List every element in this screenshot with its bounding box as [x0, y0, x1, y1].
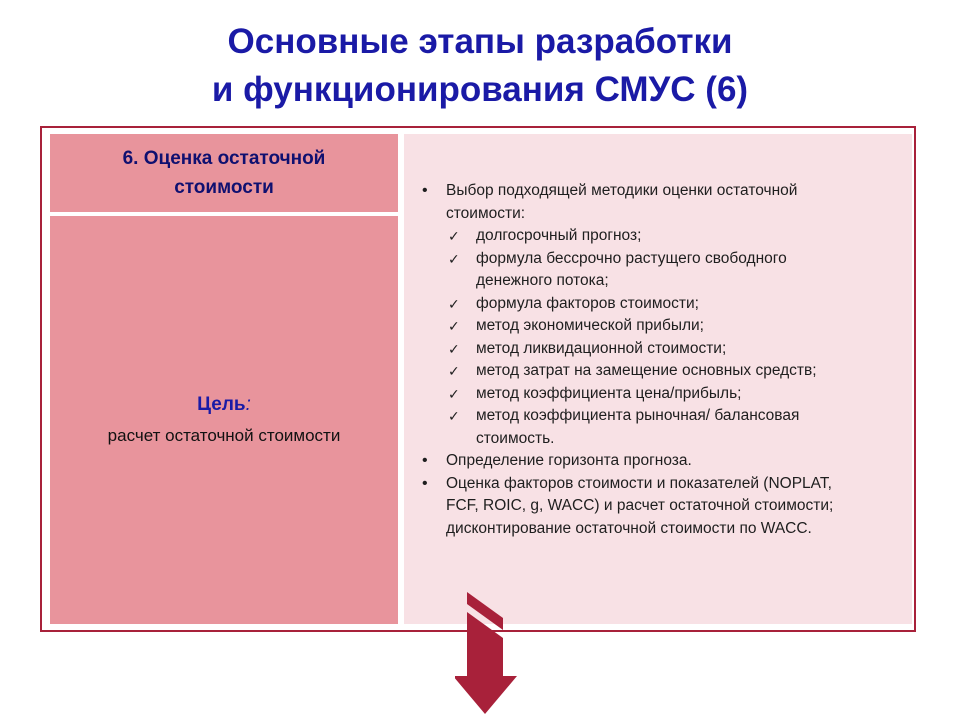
sub-item	[446, 338, 860, 361]
sub-item-text: долгосрочный прогноз;	[476, 227, 642, 244]
check-icon: ✓	[448, 295, 460, 312]
bullet-icon: •	[422, 452, 428, 469]
bullet-icon: •	[422, 474, 428, 492]
bullet-item	[420, 473, 860, 541]
stage-frame	[40, 126, 916, 632]
sub-item-text: метод ликвидационной стоимости;	[476, 339, 727, 357]
sub-item-text: формула бессрочно растущего свободного денежного потока;	[476, 249, 787, 289]
check-icon: ✓	[448, 228, 460, 244]
goal-label	[50, 394, 398, 416]
check-icon: ✓	[448, 385, 460, 402]
sub-item	[446, 315, 860, 338]
sub-item	[446, 360, 860, 383]
sub-item-text: метод коэффициента цена/прибыль;	[476, 384, 742, 402]
check-icon: ✓	[448, 318, 460, 334]
check-icon: ✓	[448, 250, 460, 267]
sub-item	[446, 225, 860, 248]
sub-list	[446, 225, 860, 450]
sub-item	[446, 383, 860, 406]
bullet-text: Оценка факторов стоимости и показателей (NOPLAT, FCF, ROIC, g, WACC) и расчет остаточной стоимости; дисконтирование остаточной стоимости по WACC.	[446, 474, 834, 537]
down-arrow-icon	[455, 592, 521, 718]
bullet-text: Определение горизонта прогноза.	[446, 452, 692, 469]
stage-label: 6. Оценка остаточной стоимости	[122, 148, 326, 198]
stage-cell	[50, 134, 398, 212]
goal-cell	[50, 216, 398, 624]
sub-item	[446, 293, 860, 316]
goal-text: расчет остаточной стоимости	[107, 426, 341, 445]
title-line-1: Основные этапы разработки	[227, 22, 733, 61]
sub-item	[446, 405, 860, 450]
check-icon: ✓	[448, 408, 460, 424]
sub-item-text: метод экономической прибыли;	[476, 317, 704, 334]
bullet-item	[420, 450, 860, 473]
goal-label-text: Цель	[197, 394, 246, 415]
page-title	[0, 18, 960, 114]
sub-item-text: формула факторов стоимости;	[476, 294, 699, 312]
bullet-icon: •	[422, 182, 428, 199]
arrow-shaft	[455, 612, 517, 714]
content-panel	[404, 134, 912, 624]
check-icon: ✓	[448, 340, 460, 357]
check-icon: ✓	[448, 363, 460, 379]
title-line-2: и функционирования СМУС (6)	[211, 70, 749, 109]
sub-item-text: метод затрат на замещение основных средств;	[476, 362, 817, 379]
sub-item-text: метод коэффициента рыночная/ балансовая стоимость.	[476, 407, 800, 447]
sub-item	[446, 248, 860, 293]
bullet-text: Выбор подходящей методики оценки остаточной стоимости:	[446, 182, 798, 222]
bullet-item	[420, 180, 860, 450]
bullet-list	[420, 180, 860, 540]
goal-label-colon: :	[245, 394, 251, 415]
